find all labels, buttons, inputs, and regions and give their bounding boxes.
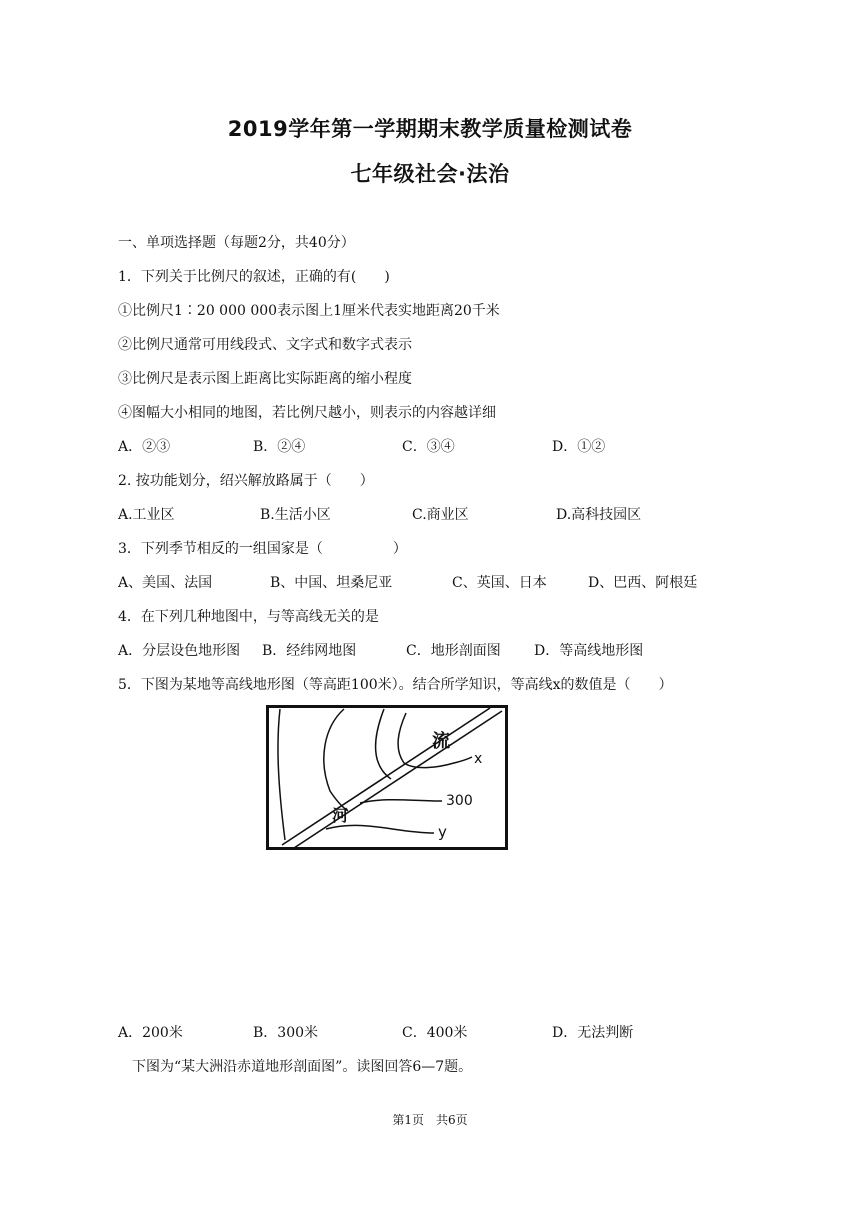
question-1-statement-4: ④图幅大小相同的地图，若比例尺越小，则表示的内容越详细 [118,405,496,421]
question-5-option-a: A．200米 [118,1025,183,1041]
question-2-option-a: A.工业区 [118,507,175,523]
exam-subtitle: 七年级社会·法治 [350,162,510,186]
question-1-statement-3: ③比例尺是表示图上距离比实际距离的缩小程度 [118,371,412,387]
question-5-option-b: B．300米 [253,1025,319,1041]
page-footer: 第1页 共6页 [392,1113,468,1127]
question-4-option-d: D．等高线地形图 [534,643,644,659]
question-1-statement-1: ①比例尺1∶20 000 000表示图上1厘米代表实地距离20千米 [118,303,500,319]
question-3-option-b: B、中国、坦桑尼亚 [270,575,393,591]
question-3-option-a: A、美国、法国 [118,575,213,591]
question-5-stem: 5．下图为某地等高线地形图（等高距100米）。结合所学知识，等高线x的数值是（ ） [118,677,673,693]
question-1-stem: 1．下列关于比例尺的叙述，正确的有( ) [118,269,390,285]
question-1-option-b: B．②④ [253,439,306,455]
exam-title: 2019学年第一学期期末教学质量检测试卷 [227,117,633,141]
label-liu: 流 [432,731,450,752]
label-x: x [474,751,483,767]
question-1-option-a: A．②③ [118,439,171,455]
question-1-option-d: D．①② [552,439,606,455]
figure-frame [268,707,507,849]
contour-map-figure [266,705,508,850]
question-2-stem: 2. 按功能划分，绍兴解放路属于（ ） [118,473,374,489]
question-1-statement-2: ②比例尺通常可用线段式、文字式和数字式表示 [118,337,412,353]
question-2-option-d: D.高科技园区 [556,507,642,523]
label-300: 300 [446,793,473,809]
question-2-option-b: B.生活小区 [260,507,331,523]
question-4-stem: 4．在下列几种地图中，与等高线无关的是 [118,609,379,625]
intro-questions-6-7: 下图为“某大洲沿赤道地形剖面图”。读图回答6—7题。 [132,1059,473,1075]
question-4-option-a: A．分层设色地形图 [118,643,241,659]
question-5-option-c: C．400米 [402,1025,468,1041]
label-y: y [438,823,447,841]
question-1-option-c: C．③④ [402,439,455,455]
section-heading: 一、单项选择题（每题2分，共40分） [118,235,355,251]
question-2-option-c: C.商业区 [412,507,469,523]
question-4-option-c: C．地形剖面图 [406,643,501,659]
question-3-option-d: D、巴西、阿根廷 [588,575,698,591]
question-3-option-c: C、英国、日本 [452,575,547,591]
question-4-option-b: B．经纬网地图 [262,643,357,659]
question-5-option-d: D．无法判断 [552,1025,634,1041]
question-3-stem: 3．下列季节相反的一组国家是（ ） [118,541,407,557]
label-he: 河 [332,806,349,825]
